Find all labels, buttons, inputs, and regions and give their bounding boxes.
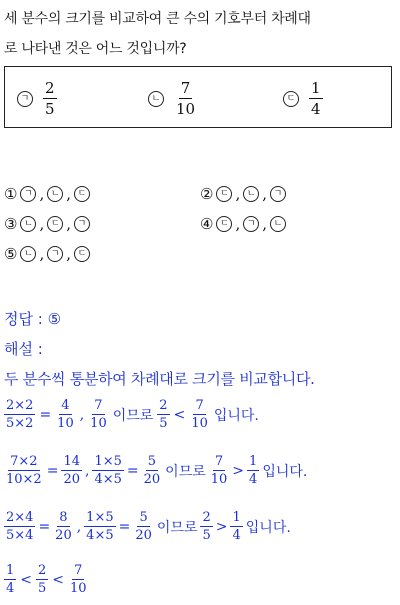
option-1[interactable]: ① ㄱ , ㄴ , ㄷ: [4, 184, 90, 204]
explain-line-4: $\frac{1}{4}$ < $\frac{2}{5}$ < $\frac{7}{10}$: [6, 563, 87, 596]
l3-frac-1: $\frac{2\times 4}{5\times 4}$: [6, 510, 34, 543]
explain-label: 해설 :: [4, 340, 43, 358]
l3-frac-4: $\frac{5}{20}$: [135, 510, 152, 543]
item-c-fraction: $\frac{1}{4}$: [311, 79, 321, 118]
item-b-symbol: ㄴ: [148, 91, 164, 107]
l1-frac-2: $\frac{4}{10}$: [57, 398, 74, 431]
fraction-box: [4, 66, 392, 128]
item-b: [148, 79, 197, 118]
l2-frac-1: $\frac{7\times 2}{10\times 2}$: [6, 454, 42, 487]
l1-frac-5: $\frac{7}{10}$: [191, 398, 208, 431]
explain-line-2: $\frac{7\times 2}{10\times 2}$ = $\frac{14}{20}$ , $\frac{1\times 5}{4\times 5}$ = $\frac{5}{20}$ 이므로 $\frac{7}{10}$ > $\frac{1}{4}$ 입니다.: [6, 454, 308, 487]
item-a-symbol: ㄱ: [17, 91, 33, 107]
item-b-fraction: $\frac{7}{10}$: [176, 79, 196, 118]
item-a-fraction: $\frac{2}{5}$: [45, 79, 55, 118]
item-a: [17, 79, 57, 118]
l3-frac-5: $\frac{2}{5}$: [202, 510, 211, 543]
l4-frac-2: $\frac{2}{5}$: [38, 563, 47, 596]
explain-line-1: $\frac{2\times 2}{5\times 2}$ = $\frac{4}{10}$ , $\frac{7}{10}$ 이므로 $\frac{2}{5}$ < $\frac{7}{10}$ 입니다.: [6, 398, 259, 431]
question-text: [4, 4, 396, 64]
l4-frac-3: $\frac{7}{10}$: [70, 563, 87, 596]
l1-frac-3: $\frac{7}{10}$: [90, 398, 107, 431]
l2-frac-4: $\frac{5}{20}$: [143, 454, 161, 487]
question-line-2: 로 나타낸 것은 어느 것입니까?: [4, 41, 187, 57]
item-c-symbol: ㄷ: [283, 91, 299, 107]
explain-line-3: $\frac{2\times 4}{5\times 4}$ = $\frac{8}{20}$ , $\frac{1\times 5}{4\times 5}$ = $\frac{5}{20}$ 이므로 $\frac{2}{5}$ > $\frac{1}{4}$ 입니다.: [6, 510, 291, 543]
l2-frac-5: $\frac{7}{10}$: [210, 454, 228, 487]
option-5[interactable]: ⑤ ㄴ , ㄱ , ㄷ: [4, 244, 90, 264]
answer-value: ⑤: [47, 310, 62, 328]
question-line-1: 세 분수의 크기를 비교하여 큰 수의 기호부터 차례대: [4, 11, 311, 27]
item-c: [283, 79, 323, 118]
answer-line: [4, 308, 61, 329]
explain-intro: 두 분수씩 통분하여 차례대로 크기를 비교합니다.: [4, 370, 315, 388]
answer-label: 정답 :: [4, 310, 43, 328]
l3-frac-3: $\frac{1\times 5}{4\times 5}$: [86, 510, 114, 543]
l2-frac-6: $\frac{1}{4}$: [249, 454, 258, 487]
l3-frac-2: $\frac{8}{20}$: [55, 510, 72, 543]
option-4[interactable]: ④ ㄷ , ㄱ , ㄴ: [200, 214, 286, 234]
option-2[interactable]: ② ㄷ , ㄴ , ㄱ: [200, 184, 286, 204]
l1-frac-1: $\frac{2\times 2}{5\times 2}$: [6, 398, 34, 431]
l4-frac-1: $\frac{1}{4}$: [6, 563, 15, 596]
option-3[interactable]: ③ ㄴ , ㄷ , ㄱ: [4, 214, 90, 234]
l1-frac-4: $\frac{2}{5}$: [159, 398, 168, 431]
l3-frac-6: $\frac{1}{4}$: [232, 510, 241, 543]
l2-frac-3: $\frac{1\times 5}{4\times 5}$: [94, 454, 122, 487]
l2-frac-2: $\frac{14}{20}$: [63, 454, 80, 487]
